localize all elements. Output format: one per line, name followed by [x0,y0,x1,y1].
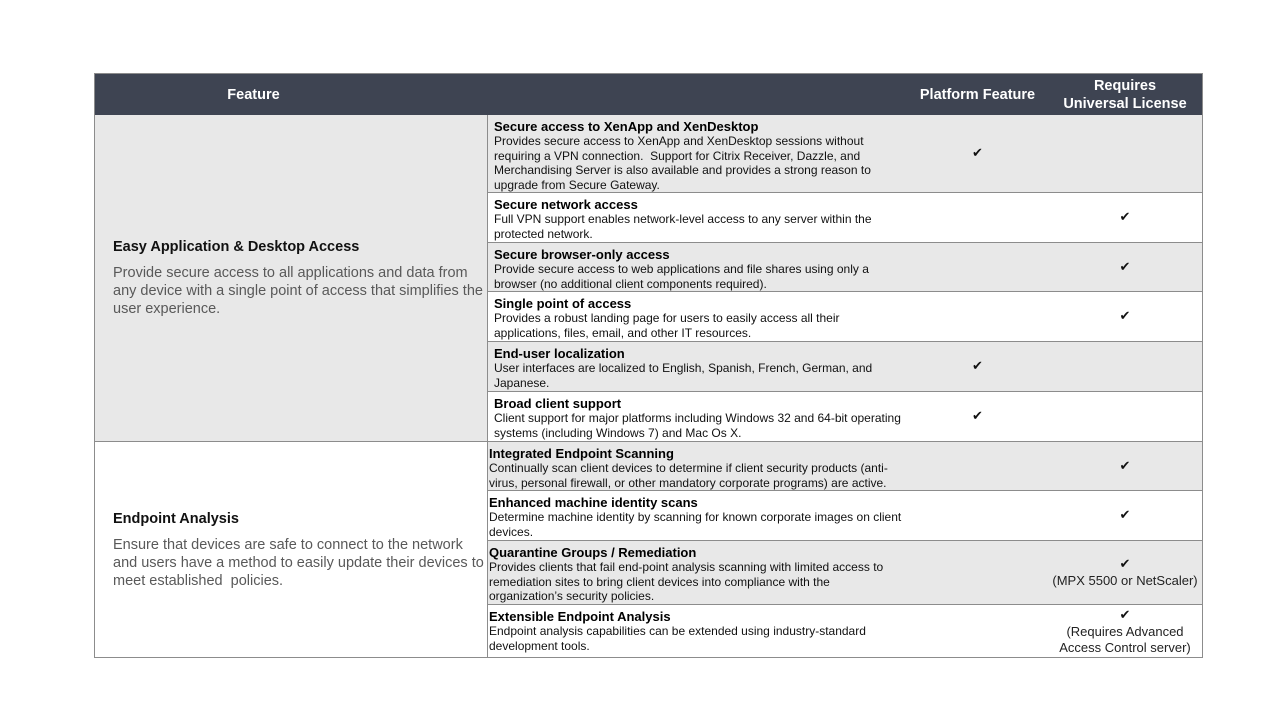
feature-row [488,242,1202,291]
feature-description: Endpoint analysis capabilities can be extended using industry-standard development tools. [489,624,866,653]
feature-title: Quarantine Groups / Remediation [489,545,697,560]
header-feature: Feature [227,86,280,103]
check-icon [972,145,983,162]
feature-table [95,74,1202,657]
feature-row [488,490,1202,540]
platform-feature-cell [907,342,1048,391]
platform-feature-cell [907,541,1048,604]
feature-description: User interfaces are localized to English, Spanish, French, German, and Japanese. [494,361,873,390]
feature-row [488,115,1202,192]
table-header [95,74,1202,115]
feature-title: Secure access to XenApp and XenDesktop [494,119,759,134]
feature-description: Client support for major platforms including Windows 32 and 64-bit operating systems (including Windows 7) and Mac Os X. [494,411,901,440]
group-description: Ensure that devices are safe to connect to the network and users have a method to easily update their devices to meet established policies. [113,536,484,589]
universal-license-cell [1048,541,1202,604]
feature-cell [488,243,907,291]
feature-description: Provides secure access to XenApp and XenDesktop sessions without requiring a VPN connection. Support for Citrix Receiver, Dazzle, and Merchandising Server is also available and provides a strong reason to upgrade from Secure Gateway. [494,134,871,192]
feature-title: Single point of access [494,296,632,311]
feature-rows [488,115,1202,441]
feature-row [488,291,1202,341]
feature-description: Continually scan client devices to determine if client security products (anti- virus, personal firewall, or other mandatory corporate programs) are active. [489,461,888,490]
feature-description: Full VPN support enables network-level access to any server within the protected network. [494,212,872,241]
feature-cell [488,193,907,242]
group-title: Endpoint Analysis [113,510,239,527]
feature-cell [488,392,907,441]
feature-rows [488,441,1202,657]
check-icon [972,358,983,375]
feature-description: Determine machine identity by scanning for known corporate images on client devices. [489,510,902,539]
universal-license-cell [1048,115,1202,192]
check-icon [1120,259,1131,276]
feature-description: Provide secure access to web applications and file shares using only a browser (no additional client components required). [494,262,869,291]
feature-cell [488,541,907,604]
universal-license-cell [1048,605,1202,657]
feature-title: Integrated Endpoint Scanning [489,446,674,461]
check-icon [1120,607,1131,624]
check-icon [972,408,983,425]
check-icon [1120,209,1131,226]
feature-title: Broad client support [494,396,622,411]
feature-row [488,540,1202,604]
feature-row [488,192,1202,242]
feature-row [488,341,1202,391]
feature-row [488,604,1202,657]
universal-license-cell [1048,243,1202,291]
feature-description: Provides a robust landing page for users to easily access all their applications, files, email, and other IT resources. [494,311,840,340]
feature-cell [488,605,907,657]
platform-feature-cell [907,491,1048,540]
feature-title: Enhanced machine identity scans [489,495,698,510]
feature-title: Secure browser-only access [494,247,670,262]
check-icon [1120,308,1131,325]
feature-description: Provides clients that fail end-point analysis scanning with limited access to remediation sites to bring client devices into compliance with the organization’s security policies. [489,560,884,603]
feature-title: Extensible Endpoint Analysis [489,609,671,624]
feature-cell [488,442,907,490]
platform-feature-cell [907,193,1048,242]
feature-group [95,441,1202,657]
feature-cell [488,292,907,341]
platform-feature-cell [907,292,1048,341]
platform-feature-cell [907,115,1048,192]
license-note: (MPX 5500 or NetScaler) [1052,573,1198,588]
universal-license-cell [1048,491,1202,540]
feature-cell [488,115,907,192]
feature-cell [488,491,907,540]
feature-title: End-user localization [494,346,625,361]
feature-cell [488,342,907,391]
group-label-cell [95,441,488,657]
license-note: (Requires Advanced Access Control server) [1059,623,1191,655]
feature-row [488,391,1202,441]
platform-feature-cell [907,392,1048,441]
platform-feature-cell [907,243,1048,291]
header-requires-universal-license: Requires Universal License [1063,77,1187,112]
group-label-cell [95,115,488,441]
universal-license-cell [1048,193,1202,242]
feature-title: Secure network access [494,197,638,212]
universal-license-cell [1048,392,1202,441]
feature-group [95,115,1202,441]
group-title: Easy Application & Desktop Access [113,239,360,255]
check-icon [1120,507,1131,524]
platform-feature-cell [907,605,1048,657]
universal-license-cell [1048,342,1202,391]
feature-row [488,441,1202,490]
universal-license-cell [1048,292,1202,341]
universal-license-cell [1048,442,1202,490]
group-description: Provide secure access to all applications and data from any device with a single point of access that simplifies the user experience. [113,265,483,317]
check-icon [1120,556,1131,573]
platform-feature-cell [907,442,1048,490]
check-icon [1120,458,1131,475]
header-platform-feature: Platform Feature [919,86,1036,103]
